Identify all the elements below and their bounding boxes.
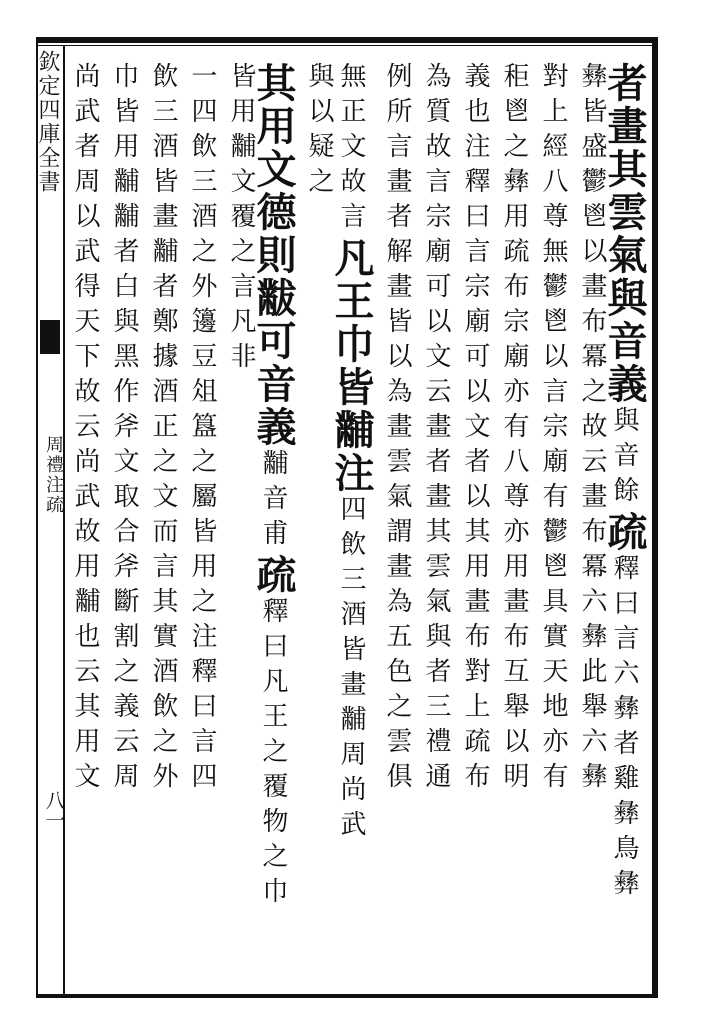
commentary-text: 為質故言宗廟可以文云畫者畫其雲氣與者三禮通 xyxy=(421,62,451,797)
text-column xyxy=(59,62,98,797)
book-series-title: 欽定四庫全書 xyxy=(35,50,60,194)
fish-tail-mark xyxy=(40,320,60,354)
book-title: 周禮注疏 xyxy=(43,435,64,515)
text-column xyxy=(215,62,254,377)
main-text: 凡王巾皆黼注 xyxy=(328,237,375,495)
commentary-text: 彝皆盛鬱鬯以畫布冪之故云畫布冪六彝此舉六彝 xyxy=(577,62,607,797)
commentary-text: 與音餘 xyxy=(609,406,639,511)
main-text: 疏 xyxy=(250,554,297,597)
text-column xyxy=(488,62,527,797)
commentary-text: 對上經八尊無鬱鬯以言宗廟有鬱鬯具實天地亦有 xyxy=(538,62,568,797)
text-column xyxy=(328,62,375,845)
main-text: 其用文德則黻可音義 xyxy=(250,62,297,449)
text-column xyxy=(566,62,605,797)
text-column xyxy=(137,62,176,797)
commentary-text: 四飲三酒皆畫黼周尚武 xyxy=(336,495,366,845)
text-column xyxy=(250,62,297,912)
text-column xyxy=(410,62,449,797)
page-border-bottom xyxy=(36,994,658,998)
commentary-text: 義也注釋曰言宗廟可以文者以其用畫布對上疏布 xyxy=(460,62,490,797)
text-column xyxy=(293,62,332,202)
commentary-text: 秬鬯之彝用疏布宗廟亦有八尊亦用畫布互舉以明 xyxy=(499,62,529,797)
main-text: 疏 xyxy=(601,511,648,554)
commentary-text: 黼音甫 xyxy=(258,449,288,554)
commentary-text: 飲三酒皆畫黼者鄭據酒正之文而言其實酒飲之外 xyxy=(148,62,178,797)
commentary-text: 一四飲三酒之外籩豆俎簋之屬皆用之注釋曰言四 xyxy=(187,62,217,797)
main-text: 者畫其雲氣與音義 xyxy=(601,62,648,406)
commentary-text: 釋曰言六彝者雞彝鳥彝 xyxy=(609,554,639,904)
page-border-top xyxy=(36,37,658,43)
text-column xyxy=(527,62,566,797)
commentary-text: 釋曰凡王之覆物之巾 xyxy=(258,597,288,912)
commentary-text: 與以疑之 xyxy=(304,62,334,202)
text-column xyxy=(601,62,648,904)
text-column xyxy=(449,62,488,797)
page-border-right xyxy=(652,37,658,998)
text-column xyxy=(98,62,137,797)
text-column xyxy=(176,62,215,797)
commentary-text: 皆用黼文覆之言凡非 xyxy=(226,62,256,377)
commentary-text: 尚武者周以武得天下故云尚武故用黼也云其用文 xyxy=(70,62,100,797)
text-column xyxy=(371,62,410,797)
page-border-top-inner xyxy=(36,45,658,46)
page-number: 八一 xyxy=(42,790,66,830)
commentary-text: 巾皆用黼黼者白與黑作斧文取合斧斷割之義云周 xyxy=(109,62,139,797)
commentary-text: 無正文故言 xyxy=(336,62,366,237)
commentary-text: 例所言畫者解畫皆以為畫雲氣謂畫為五色之雲俱 xyxy=(382,62,412,797)
